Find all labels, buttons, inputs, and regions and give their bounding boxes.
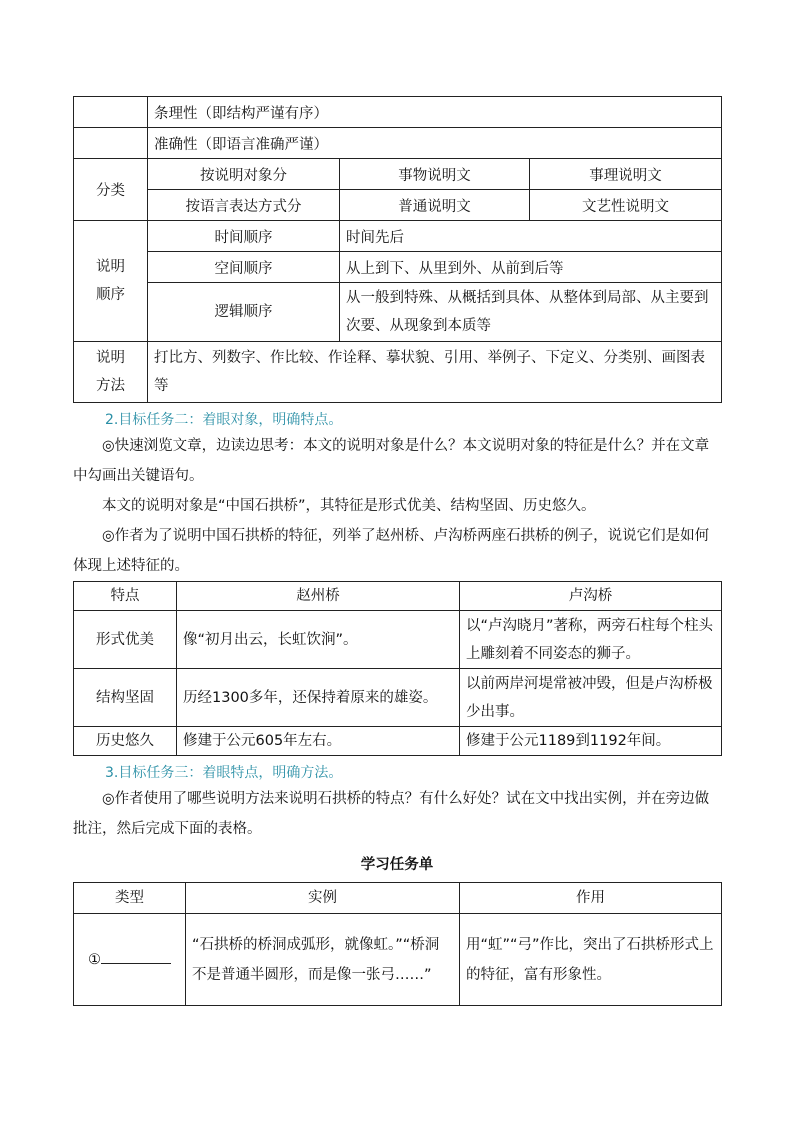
classify-label: 分类 — [74, 159, 148, 221]
bridge-table — [73, 581, 722, 756]
order-name: 逻辑顺序 — [148, 283, 340, 342]
table-cell: 修建于公元605年左右。 — [177, 727, 460, 756]
column-header: 作用 — [460, 883, 722, 914]
table-cell: 修建于公元1189到1192年间。 — [460, 727, 722, 756]
column-header: 赵州桥 — [177, 582, 460, 611]
column-header: 卢沟桥 — [460, 582, 722, 611]
method-label-line1: 说明 — [96, 350, 125, 366]
order-label — [74, 221, 148, 342]
type-number: ① — [88, 951, 101, 968]
table-cell: 以“卢沟晓月”著称，两旁石柱每个柱头上雕刻着不同姿态的狮子。 — [460, 611, 722, 669]
features-table — [73, 96, 722, 403]
classify-cell: 事物说明文 — [340, 159, 530, 190]
column-header: 实例 — [186, 883, 460, 914]
table-cell: 形式优美 — [74, 611, 177, 669]
column-header: 特点 — [74, 582, 177, 611]
table-cell: 以前两岸河堤常被冲毁，但是卢沟桥极少出事。 — [460, 669, 722, 727]
classify-cell: 普通说明文 — [340, 190, 530, 221]
task2-question: ◎快速浏览文章，边读边思考：本文的说明对象是什么？本文说明对象的特征是什么？并在文章中勾画出关键语句。 — [73, 438, 710, 484]
table-cell: 结构坚固 — [74, 669, 177, 727]
order-label-line2: 顺序 — [96, 287, 125, 303]
order-desc: 从一般到特殊、从概括到具体、从整体到局部、从主要到次要、从现象到本质等 — [340, 283, 722, 342]
task2-answer: 本文的说明对象是“中国石拱桥”，其特征是形式优美、结构坚固、历史悠久。 — [102, 498, 596, 514]
task2-heading: 2.目标任务二：着眼对象，明确特点。 — [105, 412, 343, 428]
task2-prompt: ◎作者为了说明中国石拱桥的特征，列举了赵州桥、卢沟桥两座石拱桥的例子，说说它们是如何体现上述特征的。 — [73, 528, 710, 574]
method-desc: 打比方、列数字、作比较、作诠释、摹状貌、引用、举例子、下定义、分类别、画图表等 — [148, 342, 722, 403]
classify-cell: 按语言表达方式分 — [148, 190, 340, 221]
column-header: 类型 — [74, 883, 186, 914]
worksheet-title: 学习任务单 — [360, 857, 434, 873]
method-label — [74, 342, 148, 403]
feature-structure: 条理性（即结构严谨有序） — [148, 97, 722, 128]
type-cell — [74, 914, 186, 1006]
classify-cell: 事理说明文 — [530, 159, 722, 190]
table-cell: 历史悠久 — [74, 727, 177, 756]
classify-cell: 文艺性说明文 — [530, 190, 722, 221]
table-cell: 历经1300多年，还保持着原来的雄姿。 — [177, 669, 460, 727]
classify-cell: 按说明对象分 — [148, 159, 340, 190]
empty-cell — [74, 128, 148, 159]
task3-prompt: ◎作者使用了哪些说明方法来说明石拱桥的特点？有什么好处？试在文中找出实例，并在旁边做批注，然后完成下面的表格。 — [73, 791, 710, 837]
order-name: 时间顺序 — [148, 221, 340, 252]
example-cell: “石拱桥的桥洞成弧形，就像虹。”“桥洞不是普通半圆形，而是像一张弓……” — [186, 914, 460, 1006]
empty-cell — [74, 97, 148, 128]
order-desc: 从上到下、从里到外、从前到后等 — [340, 252, 722, 283]
method-label-line2: 方法 — [96, 378, 125, 394]
table-cell: 像“初月出云，长虹饮涧”。 — [177, 611, 460, 669]
task3-heading: 3.目标任务三：着眼特点，明确方法。 — [105, 765, 343, 781]
order-label-line1: 说明 — [96, 259, 125, 275]
order-desc: 时间先后 — [340, 221, 722, 252]
answer-blank[interactable] — [101, 949, 171, 964]
effect-cell: 用“虹”“弓”作比，突出了石拱桥形式上的特征，富有形象性。 — [460, 914, 722, 1006]
worksheet-table — [73, 882, 722, 1006]
order-name: 空间顺序 — [148, 252, 340, 283]
feature-language: 准确性（即语言准确严谨） — [148, 128, 722, 159]
document-page — [73, 96, 721, 1006]
